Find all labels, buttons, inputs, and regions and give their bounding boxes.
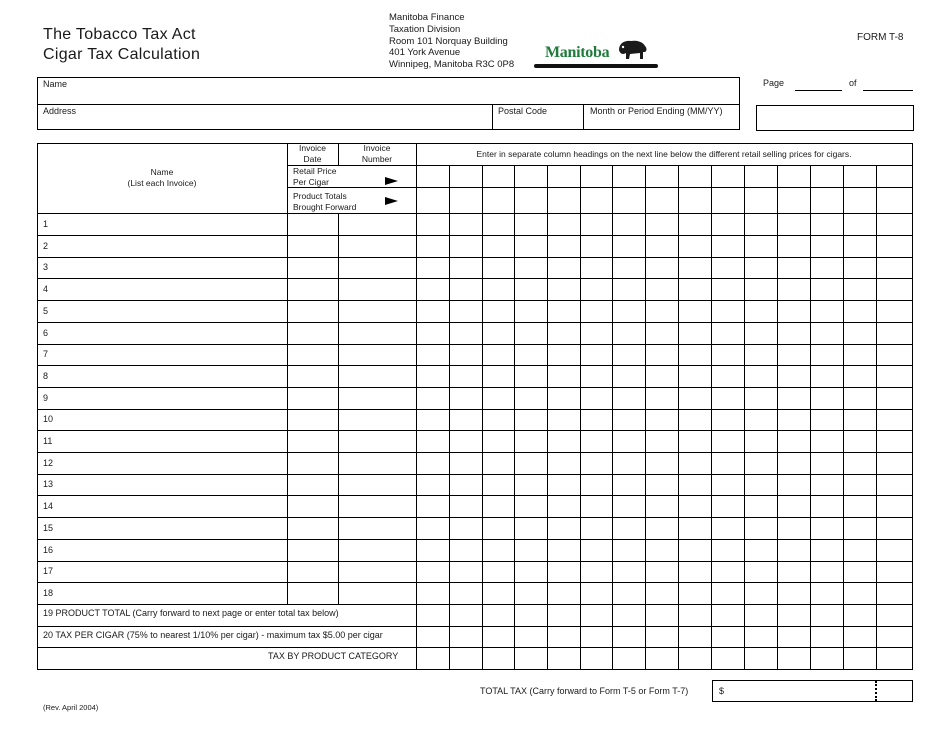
header-line: Product Totals — [293, 191, 347, 201]
product-totals-label — [293, 191, 356, 213]
table-border — [37, 143, 913, 670]
grid-line — [580, 165, 581, 669]
row-number: 5 — [43, 306, 49, 316]
row-number: 10 — [43, 414, 54, 424]
row-number: 14 — [43, 501, 54, 511]
row-number: 7 — [43, 349, 49, 359]
arrow-right-icon — [385, 197, 398, 205]
grid-line — [612, 165, 613, 669]
name-field[interactable] — [38, 90, 738, 103]
office-division: Taxation Division — [389, 24, 461, 35]
total-tax-label: TOTAL TAX (Carry forward to Form T-5 or Form T-7) — [480, 686, 689, 696]
postal-code-field[interactable] — [493, 117, 581, 129]
grid-line — [482, 165, 483, 669]
header-line: Invoice — [363, 143, 391, 153]
period-field[interactable] — [756, 105, 914, 131]
grid-line — [37, 517, 912, 518]
grid-line — [843, 165, 844, 669]
form-title: The Tobacco Tax Act — [43, 26, 196, 43]
revision-note: (Rev. April 2004) — [43, 703, 99, 712]
divider — [583, 104, 584, 130]
divider — [37, 104, 740, 105]
grid-line — [37, 344, 912, 345]
grid-line — [37, 430, 912, 431]
grid-line — [37, 539, 912, 540]
period-label: Month or Period Ending (MM/YY) — [590, 106, 723, 116]
grid-line — [37, 452, 912, 453]
office-city: Winnipeg, Manitoba R3C 0P8 — [389, 59, 515, 70]
grid-line — [547, 165, 548, 669]
currency-symbol: $ — [719, 686, 725, 696]
product-total-label: 19 PRODUCT TOTAL (Carry forward to next page or enter total tax below) — [43, 608, 339, 618]
page-number-field[interactable] — [795, 90, 842, 91]
row-number: 1 — [43, 219, 49, 229]
postal-code-label: Postal Code — [498, 106, 548, 116]
of-label: of — [849, 78, 857, 88]
grid-line — [37, 626, 912, 627]
address-label: Address — [43, 106, 77, 116]
row-number: 2 — [43, 241, 49, 251]
name-column-header — [37, 167, 287, 189]
row-number: 11 — [43, 436, 53, 446]
grid-line — [37, 322, 912, 323]
row-number: 15 — [43, 523, 54, 533]
row-number: 12 — [43, 458, 54, 468]
retail-price-label — [293, 166, 336, 188]
grid-line — [338, 213, 339, 604]
cents-divider — [875, 681, 877, 701]
grid-line — [711, 165, 712, 669]
grid-line — [287, 187, 912, 188]
grid-line — [37, 474, 912, 475]
form-code: FORM T-8 — [857, 32, 904, 43]
row-number: 8 — [43, 371, 49, 381]
header-line: (List each Invoice) — [127, 178, 197, 188]
grid-line — [37, 365, 912, 366]
invoice-date-header — [287, 143, 338, 165]
row-number: 9 — [43, 393, 49, 403]
grid-line — [37, 278, 912, 279]
grid-line — [449, 165, 450, 669]
header-line: Per Cigar — [293, 177, 329, 187]
grid-line — [37, 257, 912, 258]
grid-line — [37, 582, 912, 583]
form-subtitle: Cigar Tax Calculation — [43, 46, 201, 63]
logo-bar — [534, 64, 658, 68]
office-room: Room 101 Norquay Building — [389, 36, 508, 47]
grid-line — [678, 165, 679, 669]
grid-line — [777, 165, 778, 669]
office-name: Manitoba Finance — [389, 12, 465, 23]
header-line: Retail Price — [293, 166, 337, 176]
grid-line — [37, 561, 912, 562]
grid-line — [416, 165, 912, 166]
header-line: Date — [303, 154, 322, 164]
grid-line — [37, 235, 912, 236]
grid-line — [514, 165, 515, 669]
grid-line — [37, 604, 912, 605]
grid-line — [744, 165, 745, 669]
grid-line — [287, 143, 288, 604]
grid-line — [37, 300, 912, 301]
grid-line — [37, 647, 912, 648]
grid-line — [810, 165, 811, 669]
row-number: 16 — [43, 545, 54, 555]
header-line: Number — [361, 154, 393, 164]
manitoba-logo — [534, 36, 660, 70]
row-number: 17 — [43, 566, 54, 576]
row-number: 6 — [43, 328, 49, 338]
grid-line — [645, 165, 646, 669]
office-street: 401 York Avenue — [389, 47, 461, 58]
page-label: Page — [763, 78, 785, 88]
grid-line — [37, 213, 912, 214]
grid-line — [37, 495, 912, 496]
instructions-text: Enter in separate column headings on the next line below the different retail selling prices for cigars. — [476, 149, 852, 159]
row-number: 13 — [43, 479, 54, 489]
grid-line — [876, 165, 877, 669]
tax-by-category-label: TAX BY PRODUCT CATEGORY — [268, 651, 399, 661]
header-line: Name — [150, 167, 174, 177]
bison-icon — [616, 38, 648, 62]
logo-text: Manitoba — [545, 44, 610, 61]
name-label: Name — [43, 79, 68, 89]
total-tax-field[interactable] — [712, 680, 913, 702]
tax-per-cigar-label: 20 TAX PER CIGAR (75% to nearest 1/10% per cigar) - maximum tax $5.00 per cigar — [43, 630, 383, 640]
grid-line — [416, 143, 417, 669]
arrow-right-icon — [385, 177, 398, 185]
row-number: 4 — [43, 284, 49, 294]
header-line: Invoice — [299, 143, 326, 153]
row-number: 3 — [43, 262, 49, 272]
header-line: Brought Forward — [293, 202, 357, 212]
row-number: 18 — [43, 588, 54, 598]
address-field[interactable] — [38, 117, 490, 129]
grid-line — [37, 409, 912, 410]
invoice-number-header — [338, 143, 416, 165]
page-total-field[interactable] — [863, 90, 913, 91]
grid-line — [37, 387, 912, 388]
